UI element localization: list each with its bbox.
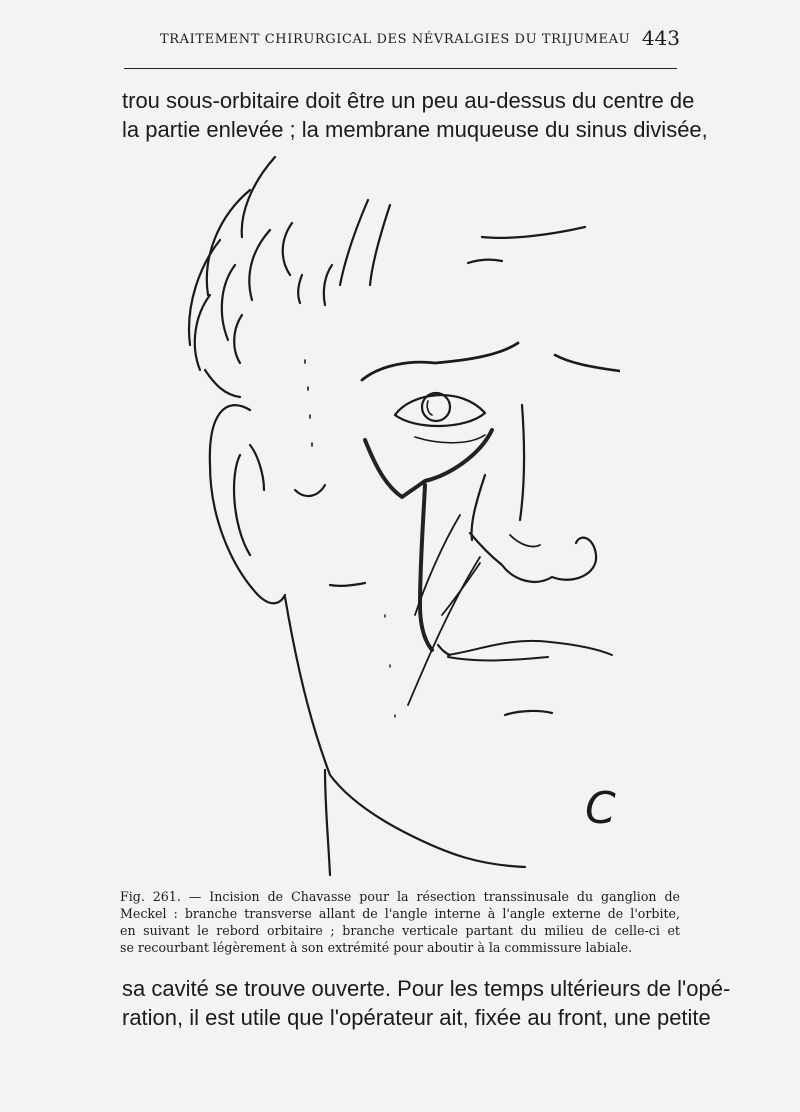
forehead-line xyxy=(482,227,585,238)
brow-right xyxy=(555,355,620,371)
caption-line: en suivant le rebord orbitaire ; branche verticale partant du milieu de celle-ci et xyxy=(120,923,680,938)
running-title: TRAITEMENT CHIRURGICAL DES NÉVRALGIES DU TRIJUMEAU xyxy=(160,32,631,47)
bottom-paragraph xyxy=(122,974,731,1032)
text-line: la partie enlevée ; la membrane muqueuse du sinus divisée, xyxy=(122,117,708,142)
jaw-dots xyxy=(385,615,395,717)
nose xyxy=(415,405,596,615)
eye xyxy=(395,393,485,443)
jaw-line xyxy=(285,597,525,867)
caption-line: Meckel : branche transverse allant de l'angle interne à l'angle externe de l'orbite, xyxy=(120,906,680,921)
ear xyxy=(210,405,285,603)
header-rule xyxy=(124,68,677,69)
handwritten-mark: C xyxy=(585,783,616,834)
mouth xyxy=(438,641,612,661)
brow-line xyxy=(362,343,518,380)
text-line: ration, il est utile que l'opérateur ait, fixée au front, une petite xyxy=(122,1005,711,1030)
hair-strokes xyxy=(189,157,390,397)
text-line: sa cavité se trouve ouverte. Pour les temps ultérieurs de l'opé- xyxy=(122,976,731,1001)
caption-line: Fig. 261. — Incision de Chavasse pour la résection transsinusale du ganglion de xyxy=(120,889,680,904)
forehead-line-short xyxy=(468,260,502,263)
temple-marks xyxy=(305,360,312,446)
lip-line xyxy=(505,711,552,715)
page-number: 443 xyxy=(641,26,680,50)
text-line: trou sous-orbitaire doit être un peu au-dessus du centre de xyxy=(122,88,695,113)
cheek-line xyxy=(330,583,365,586)
figure-caption xyxy=(120,888,680,956)
running-header xyxy=(160,26,680,54)
caption-line: se recourbant légèrement à son extrémité pour aboutir à la commissure labiale. xyxy=(120,940,633,955)
face-illustration xyxy=(180,145,620,880)
neck-line xyxy=(325,770,330,875)
cheek-mark xyxy=(295,485,325,496)
top-paragraph xyxy=(122,86,708,144)
